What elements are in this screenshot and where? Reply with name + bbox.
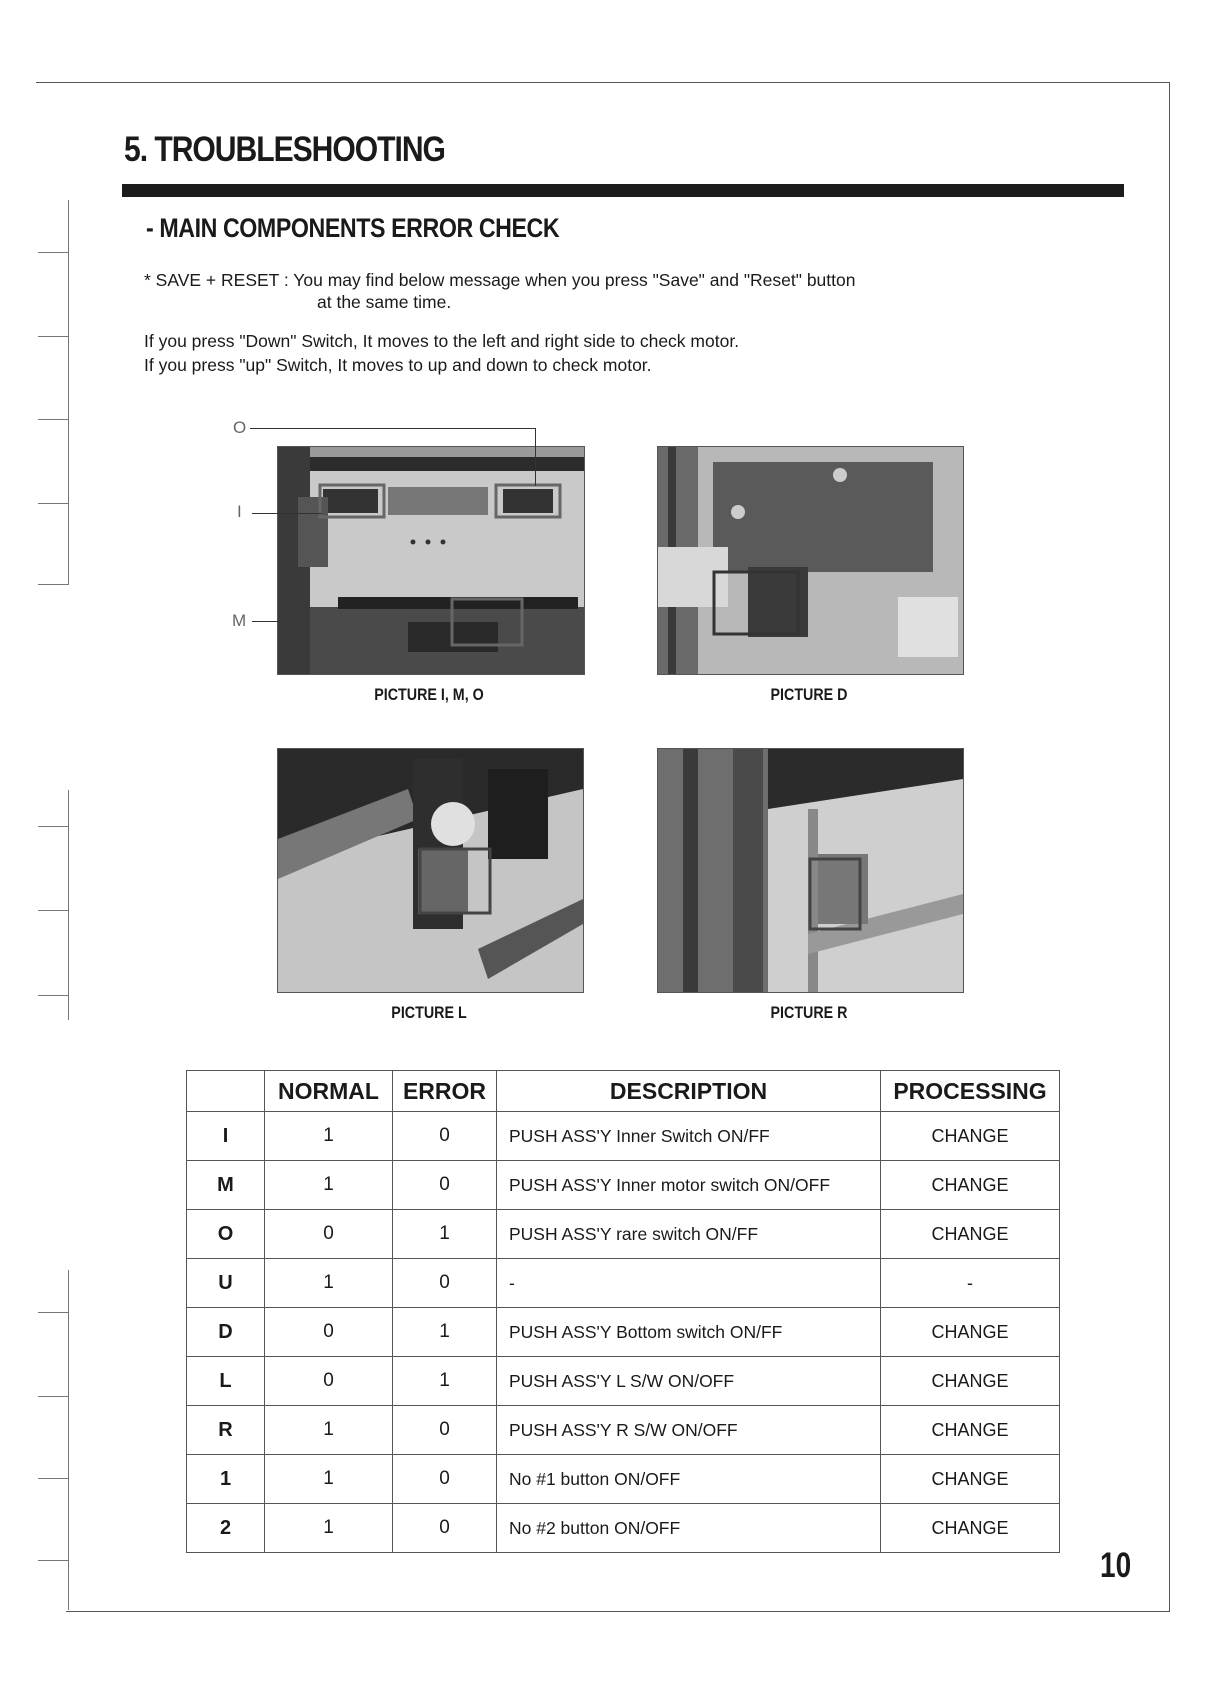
page-frame-corner-tick (36, 82, 66, 83)
row-error-cell: 0 (393, 1406, 497, 1455)
row-code-cell: L (187, 1357, 265, 1406)
binder-mark (38, 1396, 68, 1397)
row-processing-cell: CHANGE (881, 1210, 1060, 1259)
binder-line (68, 1270, 69, 1610)
table-header-row (187, 1071, 1060, 1112)
row-error-cell: 0 (393, 1161, 497, 1210)
binder-line (68, 200, 69, 585)
row-processing-cell: CHANGE (881, 1308, 1060, 1357)
row-error-cell: 1 (393, 1210, 497, 1259)
row-normal-cell: 0 (265, 1308, 393, 1357)
row-description-cell: No #1 button ON/OFF (497, 1455, 881, 1504)
binder-mark (38, 1312, 68, 1313)
row-processing-cell: CHANGE (881, 1504, 1060, 1553)
row-processing-cell: CHANGE (881, 1161, 1060, 1210)
row-code-cell: D (187, 1308, 265, 1357)
row-description-cell: PUSH ASS'Y Bottom switch ON/FF (497, 1308, 881, 1357)
row-error-cell: 1 (393, 1308, 497, 1357)
row-description-cell: PUSH ASS'Y Inner motor switch ON/OFF (497, 1161, 881, 1210)
row-error-cell: 1 (393, 1357, 497, 1406)
row-description-cell: PUSH ASS'Y Inner Switch ON/FF (497, 1112, 881, 1161)
row-code-cell: U (187, 1259, 265, 1308)
header-error: ERROR (393, 1071, 497, 1112)
header-description: DESCRIPTION (497, 1071, 881, 1112)
row-processing-cell: - (881, 1259, 1060, 1308)
row-normal-cell: 1 (265, 1406, 393, 1455)
row-description-cell: - (497, 1259, 881, 1308)
note-line-1: * SAVE + RESET : You may find below message when you press "Save" and "Reset" button (144, 270, 856, 290)
row-code-cell: M (187, 1161, 265, 1210)
callout-line-o (250, 428, 535, 429)
caption-picture-d: PICTURE D (770, 685, 848, 704)
caption-picture-l: PICTURE L (391, 1003, 467, 1022)
callout-line-i (252, 513, 322, 514)
table-row (187, 1455, 1060, 1504)
title-underline-bar (122, 184, 1124, 197)
table-row (187, 1308, 1060, 1357)
caption-picture-imo: PICTURE I, M, O (374, 685, 484, 704)
row-description-cell: PUSH ASS'Y R S/W ON/OFF (497, 1406, 881, 1455)
row-processing-cell: CHANGE (881, 1112, 1060, 1161)
table-row (187, 1357, 1060, 1406)
binder-mark (38, 826, 68, 827)
caption-picture-r: PICTURE R (770, 1003, 848, 1022)
page-frame-bottom (66, 1611, 1170, 1612)
instruction-paragraph (144, 329, 739, 377)
section-title: 5. TROUBLESHOOTING (124, 130, 445, 169)
error-check-table (186, 1070, 1060, 1553)
row-description-cell: PUSH ASS'Y rare switch ON/FF (497, 1210, 881, 1259)
page-frame-top (66, 82, 1170, 83)
binder-mark (38, 910, 68, 911)
binder-mark (38, 336, 68, 337)
note-line-2: at the same time. (317, 292, 452, 312)
row-normal-cell: 1 (265, 1161, 393, 1210)
row-code-cell: 1 (187, 1455, 265, 1504)
callout-line-o-vertical (535, 428, 536, 486)
header-normal: NORMAL (265, 1071, 393, 1112)
binder-mark (38, 584, 68, 585)
callout-label-i: I (237, 502, 242, 521)
page-frame-right (1169, 82, 1170, 1612)
save-reset-note (144, 269, 855, 313)
row-normal-cell: 0 (265, 1210, 393, 1259)
row-normal-cell: 0 (265, 1357, 393, 1406)
row-code-cell: I (187, 1112, 265, 1161)
row-description-cell: PUSH ASS'Y L S/W ON/OFF (497, 1357, 881, 1406)
row-description-cell: No #2 button ON/OFF (497, 1504, 881, 1553)
table-row (187, 1406, 1060, 1455)
header-processing: PROCESSING (881, 1071, 1060, 1112)
table-row (187, 1112, 1060, 1161)
callout-label-o: O (233, 418, 247, 437)
row-error-cell: 0 (393, 1504, 497, 1553)
subsection-title: - MAIN COMPONENTS ERROR CHECK (146, 213, 560, 243)
row-processing-cell: CHANGE (881, 1357, 1060, 1406)
picture-d-photo (657, 446, 964, 675)
row-code-cell: R (187, 1406, 265, 1455)
binder-mark (38, 503, 68, 504)
table-row (187, 1259, 1060, 1308)
row-error-cell: 0 (393, 1455, 497, 1504)
instruction-down: If you press "Down" Switch, It moves to the left and right side to check motor. (144, 331, 740, 351)
table-row (187, 1504, 1060, 1553)
page-number: 10 (1100, 1546, 1132, 1585)
binder-mark (38, 252, 68, 253)
binder-mark (38, 419, 68, 420)
row-error-cell: 0 (393, 1259, 497, 1308)
callout-line-m (252, 621, 282, 622)
row-normal-cell: 1 (265, 1259, 393, 1308)
binder-line (68, 790, 69, 1020)
row-processing-cell: CHANGE (881, 1406, 1060, 1455)
row-normal-cell: 1 (265, 1455, 393, 1504)
row-normal-cell: 1 (265, 1112, 393, 1161)
picture-r-photo (657, 748, 964, 993)
table-body (187, 1112, 1060, 1553)
row-error-cell: 0 (393, 1112, 497, 1161)
instruction-up: If you press "up" Switch, It moves to up and down to check motor. (144, 355, 652, 375)
row-code-cell: O (187, 1210, 265, 1259)
callout-label-m: M (232, 611, 247, 630)
binder-mark (38, 1478, 68, 1479)
binder-mark (38, 1560, 68, 1561)
binder-mark (38, 995, 68, 996)
picture-l-photo (277, 748, 584, 993)
row-processing-cell: CHANGE (881, 1455, 1060, 1504)
row-code-cell: 2 (187, 1504, 265, 1553)
table-row (187, 1161, 1060, 1210)
row-normal-cell: 1 (265, 1504, 393, 1553)
table-row (187, 1210, 1060, 1259)
header-code (187, 1071, 265, 1112)
picture-imo-photo (277, 446, 585, 675)
